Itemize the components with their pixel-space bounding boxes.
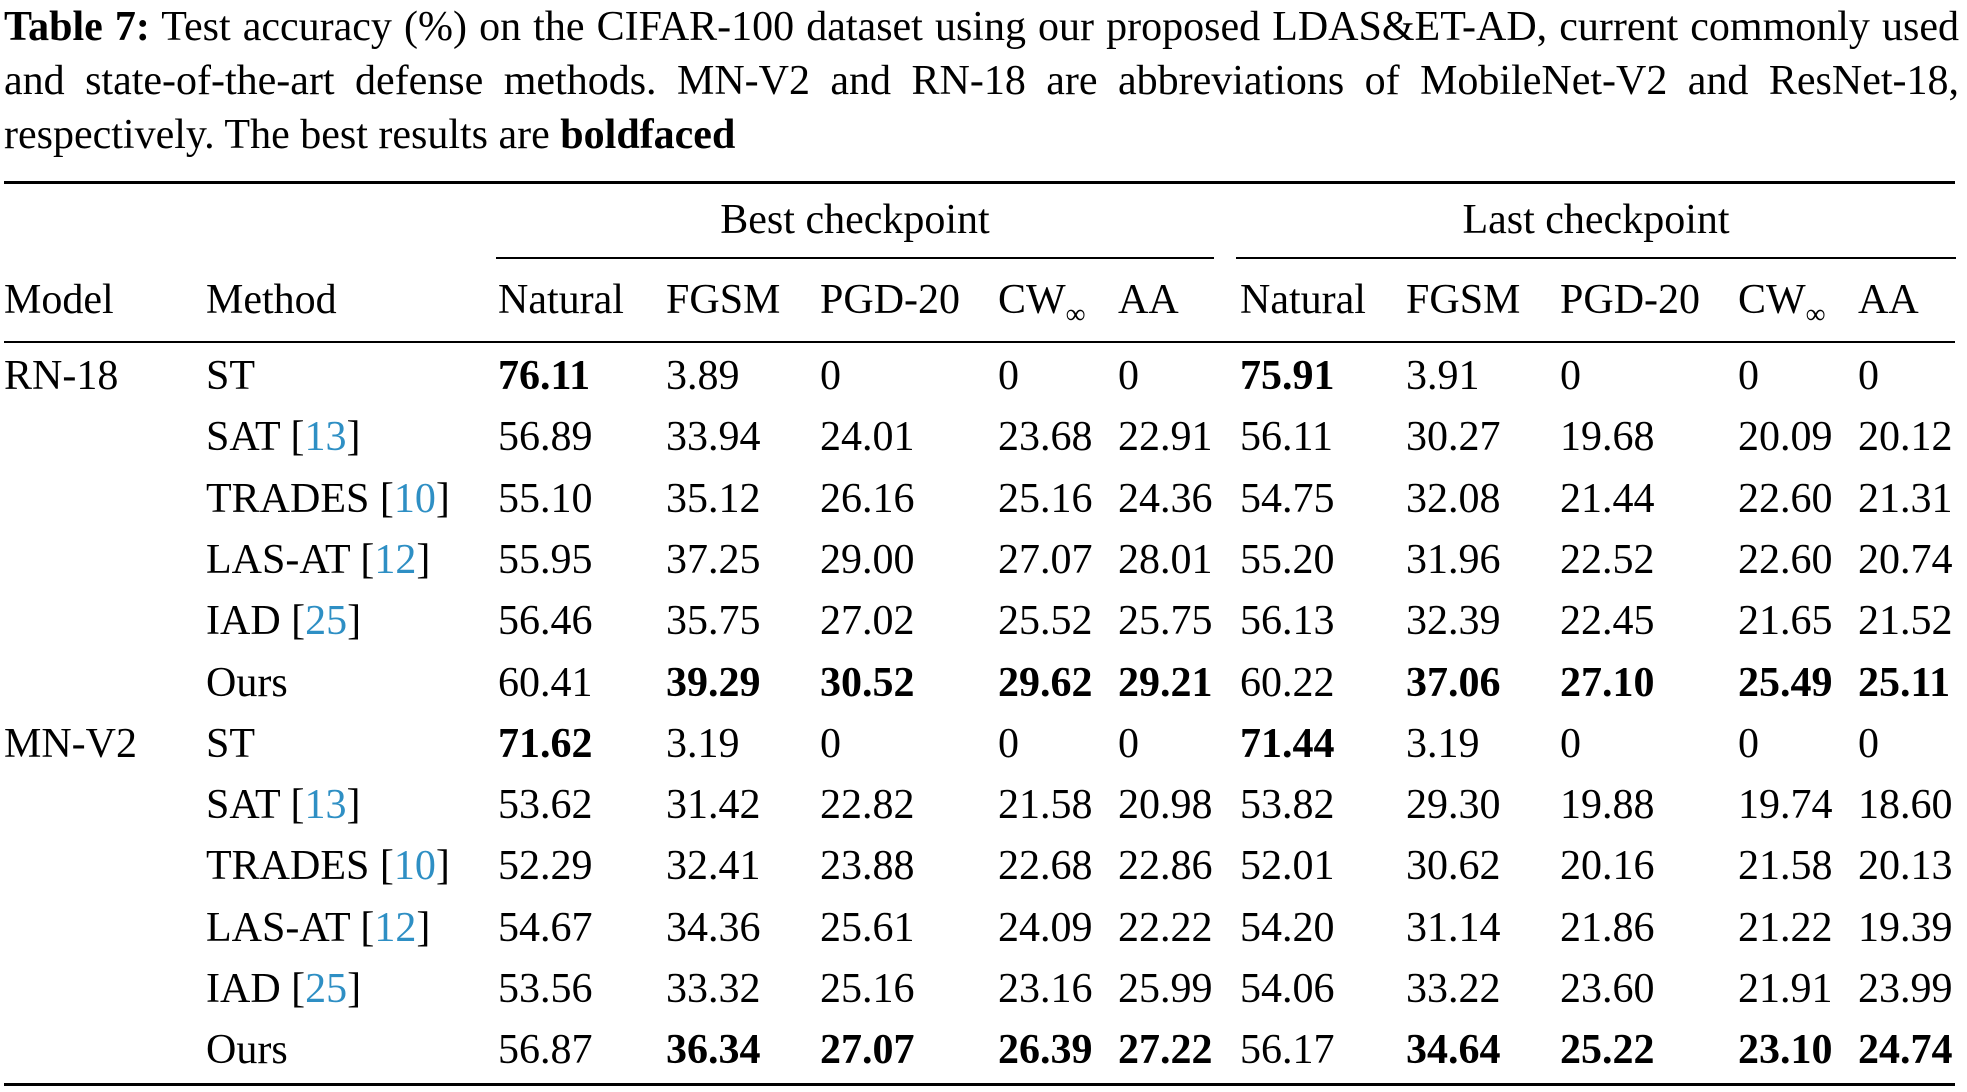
table-cell: 3.19 xyxy=(1406,721,1480,767)
table-cell: 35.12 xyxy=(666,476,761,522)
table-cell: 22.22 xyxy=(1118,905,1213,951)
method-label: TRADES [10] xyxy=(206,476,450,522)
table-cell: 31.14 xyxy=(1406,905,1501,951)
table-cell: 21.58 xyxy=(1738,843,1833,889)
table-cell: 0 xyxy=(1738,721,1759,767)
method-label: LAS-AT [12] xyxy=(206,905,431,951)
citation-link[interactable]: 12 xyxy=(374,905,417,951)
table-cell: 52.29 xyxy=(498,843,593,889)
table-cell: 34.36 xyxy=(666,905,761,951)
table-cell: 30.52 xyxy=(820,660,915,706)
table-cell: 25.52 xyxy=(998,598,1093,644)
table-cell: 71.44 xyxy=(1240,721,1335,767)
table-cell: 53.62 xyxy=(498,782,593,828)
table-cell: 22.91 xyxy=(1118,414,1213,460)
citation-link[interactable]: 25 xyxy=(305,598,348,644)
method-label: TRADES [10] xyxy=(206,843,450,889)
table-cell: 21.65 xyxy=(1738,598,1833,644)
group-header-best: Best checkpoint xyxy=(720,197,990,243)
table-cell: 60.41 xyxy=(498,660,593,706)
column-header-natural-last: Natural xyxy=(1240,277,1366,323)
table-cell: 25.49 xyxy=(1738,660,1833,706)
column-header-pgd-20-last: PGD-20 xyxy=(1560,277,1701,323)
method-label: IAD [25] xyxy=(206,598,362,644)
table-cell: 31.96 xyxy=(1406,537,1501,583)
cw-subscript: ∞ xyxy=(1065,299,1086,330)
table-cell: 33.32 xyxy=(666,966,761,1012)
table-cell: 22.45 xyxy=(1560,598,1655,644)
table-cell: 25.16 xyxy=(820,966,915,1012)
cw-subscript: ∞ xyxy=(1805,299,1826,330)
table-cell: 25.22 xyxy=(1560,1027,1655,1073)
header-rule xyxy=(4,341,1955,343)
table-cell: 20.09 xyxy=(1738,414,1833,460)
table-cell: 54.06 xyxy=(1240,966,1335,1012)
table-cell: 37.06 xyxy=(1406,660,1501,706)
table-cell: 0 xyxy=(1118,721,1139,767)
table-cell: 21.44 xyxy=(1560,476,1655,522)
table-cell: 71.62 xyxy=(498,721,593,767)
table-cell: 19.68 xyxy=(1560,414,1655,460)
table-cell: 0 xyxy=(1858,721,1879,767)
method-label: Ours xyxy=(206,1027,288,1073)
table-cell: 29.62 xyxy=(998,660,1093,706)
table-cell: 0 xyxy=(820,353,841,399)
table-cell: 56.46 xyxy=(498,598,593,644)
model-label: MN-V2 xyxy=(4,721,137,767)
caption-label: Table 7: xyxy=(4,4,150,50)
table-cell: 24.01 xyxy=(820,414,915,460)
table-cell: 32.08 xyxy=(1406,476,1501,522)
caption-bold-tail: boldfaced xyxy=(560,112,736,158)
citation-link[interactable]: 10 xyxy=(393,476,436,522)
table-cell: 22.52 xyxy=(1560,537,1655,583)
table-cell: 0 xyxy=(998,353,1019,399)
table-cell: 23.60 xyxy=(1560,966,1655,1012)
table-cell: 21.31 xyxy=(1858,476,1953,522)
table-cell: 29.21 xyxy=(1118,660,1213,706)
table-cell: 29.00 xyxy=(820,537,915,583)
table-cell: 0 xyxy=(1560,721,1581,767)
table-cell: 39.29 xyxy=(666,660,761,706)
table-cell: 23.68 xyxy=(998,414,1093,460)
table-cell: 22.82 xyxy=(820,782,915,828)
table-cell: 32.41 xyxy=(666,843,761,889)
last-checkpoint-rule xyxy=(1236,257,1956,259)
method-label: SAT [13] xyxy=(206,782,361,828)
table-cell: 23.88 xyxy=(820,843,915,889)
table-cell: 55.10 xyxy=(498,476,593,522)
table-cell: 56.17 xyxy=(1240,1027,1335,1073)
caption-text: Test accuracy (%) on the CIFAR-100 dataset using our proposed LDAS&ET-AD, current commonly used and state-of-the-art defense methods. MN-V2 and RN-18 are abbreviations of MobileNet-V2 and ResNet-18, respectively. The best results are xyxy=(4,4,1959,158)
column-header-aa-last: AA xyxy=(1858,277,1919,323)
table-cell: 76.11 xyxy=(498,353,591,399)
table-cell: 27.07 xyxy=(998,537,1093,583)
table-cell: 53.82 xyxy=(1240,782,1335,828)
table-cell: 56.89 xyxy=(498,414,593,460)
column-header-cw-best: $CW_\infty$ xyxy=(998,277,1086,330)
table-cell: 23.10 xyxy=(1738,1027,1833,1073)
table-cell: 0 xyxy=(820,721,841,767)
table-cell: 54.75 xyxy=(1240,476,1335,522)
table-cell: 19.39 xyxy=(1858,905,1953,951)
method-label: Ours xyxy=(206,660,288,706)
table-cell: 31.42 xyxy=(666,782,761,828)
table-cell: 21.86 xyxy=(1560,905,1655,951)
table-cell: 25.16 xyxy=(998,476,1093,522)
table-cell: 28.01 xyxy=(1118,537,1213,583)
table-cell: 22.86 xyxy=(1118,843,1213,889)
table-cell: 37.25 xyxy=(666,537,761,583)
table-cell: 54.67 xyxy=(498,905,593,951)
method-label: ST xyxy=(206,721,256,767)
table-cell: 19.74 xyxy=(1738,782,1833,828)
table-cell: 21.91 xyxy=(1738,966,1833,1012)
table-cell: 20.74 xyxy=(1858,537,1953,583)
table-cell: 24.09 xyxy=(998,905,1093,951)
table-cell: 20.12 xyxy=(1858,414,1953,460)
table-cell: 25.99 xyxy=(1118,966,1213,1012)
table-cell: 32.39 xyxy=(1406,598,1501,644)
table-cell: 21.52 xyxy=(1858,598,1953,644)
table-cell: 24.36 xyxy=(1118,476,1213,522)
table-cell: 0 xyxy=(1118,353,1139,399)
method-label: IAD [25] xyxy=(206,966,362,1012)
table-cell: 75.91 xyxy=(1240,353,1335,399)
table-cell: 21.58 xyxy=(998,782,1093,828)
column-header-cw-last: $CW_\infty$ xyxy=(1738,277,1826,330)
table-cell: 35.75 xyxy=(666,598,761,644)
column-header-aa-best: AA xyxy=(1118,277,1179,323)
table-cell: 3.19 xyxy=(666,721,740,767)
table-cell: 56.11 xyxy=(1240,414,1333,460)
citation-link[interactable]: 25 xyxy=(305,966,348,1012)
table-cell: 24.74 xyxy=(1858,1027,1953,1073)
bottom-rule xyxy=(4,1083,1955,1086)
table-cell: 3.91 xyxy=(1406,353,1480,399)
citation-link[interactable]: 12 xyxy=(374,537,417,583)
table-cell: 26.16 xyxy=(820,476,915,522)
table-cell: 20.98 xyxy=(1118,782,1213,828)
column-header-fgsm-last: FGSM xyxy=(1406,277,1521,323)
table-cell: 22.68 xyxy=(998,843,1093,889)
group-header-last: Last checkpoint xyxy=(1462,197,1730,243)
table-cell: 55.95 xyxy=(498,537,593,583)
table-cell: 18.60 xyxy=(1858,782,1953,828)
table-cell: 60.22 xyxy=(1240,660,1335,706)
table-cell: 27.07 xyxy=(820,1027,915,1073)
column-header-method: Method xyxy=(206,277,337,323)
table-cell: 33.94 xyxy=(666,414,761,460)
table-cell: 0 xyxy=(1560,353,1581,399)
table-cell: 3.89 xyxy=(666,353,740,399)
table-cell: 27.10 xyxy=(1560,660,1655,706)
table-cell: 25.61 xyxy=(820,905,915,951)
table-cell: 27.22 xyxy=(1118,1027,1213,1073)
column-header-fgsm-best: FGSM xyxy=(666,277,781,323)
table-cell: 25.75 xyxy=(1118,598,1213,644)
table-cell: 0 xyxy=(1858,353,1879,399)
table-cell: 29.30 xyxy=(1406,782,1501,828)
table-cell: 55.20 xyxy=(1240,537,1335,583)
table-cell: 27.02 xyxy=(820,598,915,644)
citation-link[interactable]: 10 xyxy=(393,843,436,889)
table-cell: 19.88 xyxy=(1560,782,1655,828)
column-header-natural-best: Natural xyxy=(498,277,624,323)
table-cell: 0 xyxy=(998,721,1019,767)
table-caption xyxy=(4,0,1959,162)
table-cell: 36.34 xyxy=(666,1027,761,1073)
table-cell: 53.56 xyxy=(498,966,593,1012)
table-cell: 56.13 xyxy=(1240,598,1335,644)
table-cell: 20.13 xyxy=(1858,843,1953,889)
method-label: LAS-AT [12] xyxy=(206,537,431,583)
citation-link[interactable]: 13 xyxy=(304,414,347,460)
table-cell: 0 xyxy=(1738,353,1759,399)
table-cell: 30.62 xyxy=(1406,843,1501,889)
table-cell: 30.27 xyxy=(1406,414,1501,460)
top-rule xyxy=(4,181,1955,184)
best-checkpoint-rule xyxy=(496,257,1214,259)
table-cell: 52.01 xyxy=(1240,843,1335,889)
method-label: SAT [13] xyxy=(206,414,361,460)
table-cell: 25.11 xyxy=(1858,660,1951,706)
column-header-pgd-20-best: PGD-20 xyxy=(820,277,961,323)
table-cell: 23.16 xyxy=(998,966,1093,1012)
table-cell: 54.20 xyxy=(1240,905,1335,951)
method-label: ST xyxy=(206,353,256,399)
table-cell: 26.39 xyxy=(998,1027,1093,1073)
table-cell: 23.99 xyxy=(1858,966,1953,1012)
table-cell: 22.60 xyxy=(1738,476,1833,522)
table-cell: 34.64 xyxy=(1406,1027,1501,1073)
model-label: RN-18 xyxy=(4,353,119,399)
table-cell: 56.87 xyxy=(498,1027,593,1073)
table-cell: 21.22 xyxy=(1738,905,1833,951)
table-cell: 33.22 xyxy=(1406,966,1501,1012)
column-header-model: Model xyxy=(4,277,114,323)
table-cell: 22.60 xyxy=(1738,537,1833,583)
table-cell: 20.16 xyxy=(1560,843,1655,889)
citation-link[interactable]: 13 xyxy=(304,782,347,828)
